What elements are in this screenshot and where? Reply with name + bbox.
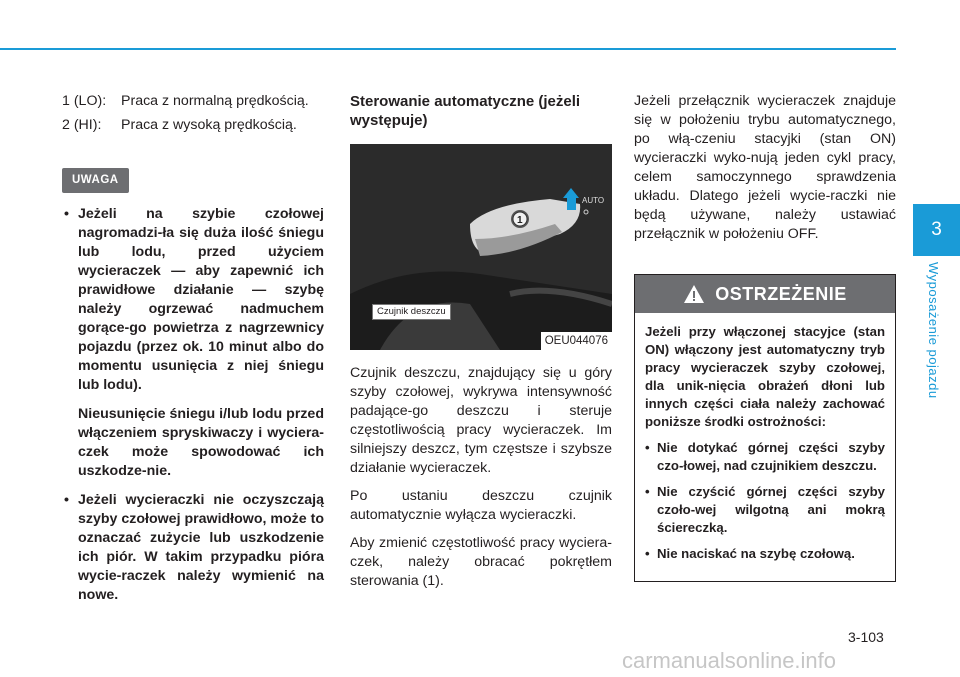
column-2 [350,92,612,600]
header-rule [0,48,896,50]
warning-title: OSTRZEŻENIE [715,283,847,304]
warning-bullet: • Nie naciskać na szybę czołową. [645,545,885,563]
warning-intro: Jeżeli przy włączonej stacyjce (stan ON) włączony jest automatyczny tryb pracy wycieraczek szyby czołowej, dla unik-nięcia obrażeń dłoni lub innych części ciała należy zachować poniższe środki ostrożności: [645,324,885,429]
rain-sensor-callout: Czujnik deszczu [372,304,451,320]
figure-code: OEU044076 [541,332,612,350]
chapter-title: Wyposażenie pojazdu [926,262,941,399]
warning-bullet: • Nie dotykać górnej części szyby czo-łowej, nad czujnikiem deszczu. [645,439,885,475]
list-value: Praca z normalną prędkością. [121,93,309,109]
list-value: Praca z wysoką prędkością. [121,117,297,133]
warning-header [635,275,895,313]
auto-position-label: AUTO [582,196,605,205]
body-paragraph: Jeżeli przełącznik wycieraczek znajduje się w położeniu trybu automatycznego, po włą-czeniu stacyjki (stan ON) wycieraczki wyko-nują jeden cykl pracy, celem samoczynnego sprawdzenia układu. Dlatego jeżeli wycie-raczki nie będą używane, należy ustawiać przełącznik w położeniu OFF. [634,93,896,242]
warning-box [634,274,896,582]
list-key: 1 (LO): [62,93,107,109]
body-paragraph: Po ustaniu deszczu czujnik automatycznie wyłącza wycieraczki. [350,488,612,523]
rain-sensor-figure [350,144,612,350]
page-number: 3-103 [848,629,884,645]
note-bullet: • Jeżeli wycieraczki nie oczyszczają szyby czołowej prawidłowo, może to oznaczać zużycie lub uszkodzenie ich piór. W takim przypadku pióra wycie-raczek należy wymienić na nowe. [62,491,324,605]
warning-body [635,313,895,581]
list-key: 2 (HI): [62,117,102,133]
section-heading: Sterowanie automatyczne (jeżeli występuje) [350,93,581,129]
note-label: UWAGA [62,168,129,193]
list-item [62,92,324,111]
body-paragraph: Aby zmienić częstotliwość pracy wyciera-czek, należy obracać pokrętłem sterowania (1). [350,535,612,589]
watermark: carmanualsonline.info [622,648,837,673]
warning-bullet: • Nie czyścić górnej części szyby czoło-wej wilgotną ani mokrą ściereczką. [645,483,885,537]
list-item [62,116,324,135]
chapter-tab: 3 [913,204,960,256]
body-paragraph: Czujnik deszczu, znajdujący się u góry szyby czołowej, wykrywa intensywność padające-go deszczu i steruje częstotliwością pracy wycieraczek. Im silniejszy deszcz, tym częstsze i szybsze działanie wycieraczek. [350,365,612,476]
column-1 [62,92,324,615]
note-paragraph: Nieusunięcie śniegu i/lub lodu przed włączeniem spryskiwaczy i wyciera-czek może spowodować ich uszkodze-nie. [78,406,324,479]
column-3 [634,92,896,582]
note-bullet: • Jeżeli na szybie czołowej nagromadzi-ła się duża ilość śniegu lub lodu, przed użyciem wycieraczek — aby zapewnić ich prawidłowe działanie — szybę należy ogrzewać nadmuchem gorące-go powietrza z nagrzewnicy pojazdu (przez ok. 10 minut albo do momentu usunięcia z niej śniegu lub lodu). [62,205,324,395]
svg-text:1: 1 [517,215,523,226]
warning-triangle-icon [683,284,705,304]
